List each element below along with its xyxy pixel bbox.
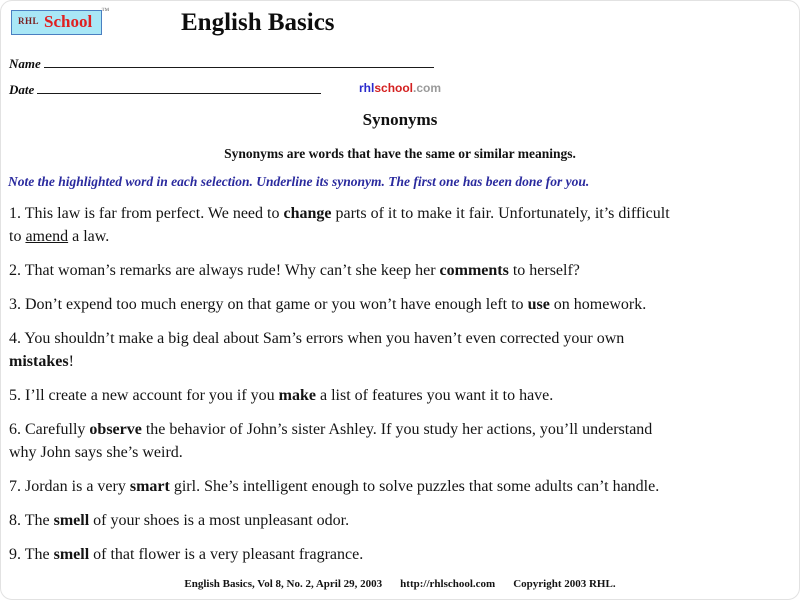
- date-input-line: [37, 81, 321, 94]
- worksheet-instructions: Note the highlighted word in each selection. Underline its synonym. The first one has been done for you.: [8, 174, 590, 189]
- name-input-line: [44, 55, 434, 68]
- site-link-school: school: [374, 81, 414, 95]
- worksheet-item-6: 6. Carefully observe the behavior of John’s sister Ashley. If you study her actions, you’ll understand why John says she’s weird.: [9, 421, 653, 461]
- worksheet-item-1: 1. This law is far from perfect. We need to change parts of it to make it fair. Unfortunately, it’s difficult to amend a law.: [9, 205, 670, 245]
- footer-copyright: Copyright 2003 RHL.: [513, 578, 616, 590]
- rhl-school-logo[interactable]: [11, 6, 110, 35]
- worksheet-item-9: 9. The smell of that flower is a very pleasant fragrance.: [9, 546, 364, 563]
- worksheet-item-2: 2. That woman’s remarks are always rude! Why can’t she keep her comments to herself?: [9, 262, 580, 279]
- worksheet-item-8: 8. The smell of your shoes is a most unpleasant odor.: [9, 512, 350, 529]
- site-link-rhl: rhl: [359, 81, 375, 95]
- page-footer: [1, 578, 799, 590]
- footer-edition: English Basics, Vol 8, No. 2, April 29, 2003: [184, 578, 383, 590]
- date-field-row: [9, 81, 321, 99]
- synonyms-definition: Synonyms are words that have the same or similar meanings.: [224, 146, 576, 161]
- worksheet-item-5: 5. I’ll create a new account for you if you make a list of features you want it to have.: [9, 387, 554, 404]
- date-label: Date: [9, 82, 35, 97]
- name-field-row: [9, 55, 434, 73]
- logo-school-text: School: [44, 12, 93, 31]
- logo-rhl-text: RHL: [18, 16, 40, 26]
- name-label: Name: [9, 56, 41, 71]
- worksheet-item-7: 7. Jordan is a very smart girl. She’s intelligent enough to solve puzzles that some adults can’t handle.: [9, 478, 660, 495]
- footer-url[interactable]: http://rhlschool.com: [400, 578, 496, 590]
- worksheet-items: [9, 202, 791, 577]
- worksheet-item-4: 4. You shouldn’t make a big deal about Sam’s errors when you haven’t even corrected your own mistakes!: [9, 330, 625, 370]
- rhlschool-site-link[interactable]: [359, 81, 441, 95]
- trademark-symbol: ™: [101, 6, 110, 15]
- worksheet-title: Synonyms: [362, 110, 438, 129]
- site-link-com: .com: [413, 81, 442, 95]
- page-title: English Basics: [181, 9, 335, 36]
- worksheet-item-3: 3. Don’t expend too much energy on that game or you won’t have enough left to use on homework.: [9, 296, 647, 313]
